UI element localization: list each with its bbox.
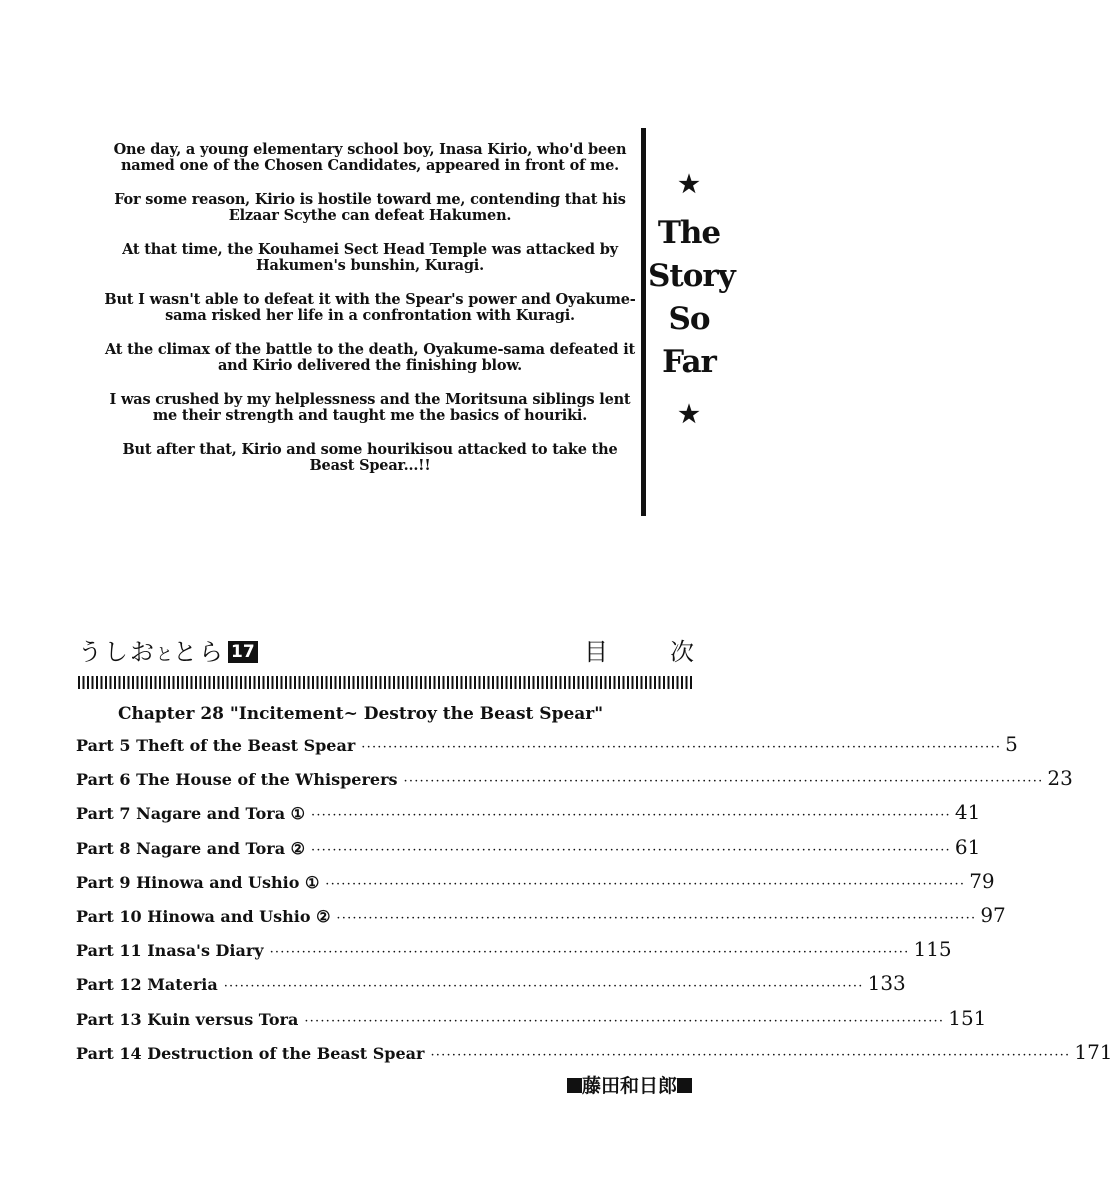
toc-entry: [76, 937, 952, 971]
contents-heading: [584, 638, 694, 666]
toc-entry: [76, 1005, 987, 1040]
story-paragraph: For some reason, Kirio is hostile toward me, contending that his Elzaar Scythe can defeat Hakumen.: [114, 191, 626, 224]
toc-entry-page: 61: [954, 834, 981, 859]
story-paragraph: I was crushed by my helplessness and the Moritsuna siblings lent me their strength and taught me the basics of houriki.: [109, 391, 631, 424]
toc-entry: [76, 1039, 1113, 1074]
toc-entry-label: Part 7 Nagare and Tora ①: [76, 804, 305, 824]
toc-entry-page: 115: [913, 937, 952, 962]
toc-entry-label: Part 6 The House of the Whisperers: [76, 770, 398, 790]
toc-entry-page: 151: [948, 1005, 987, 1030]
story-paragraph: At that time, the Kouhamei Sect Head Temple was attacked by Hakumen's bunshin, Kuragi.: [122, 241, 618, 274]
leader-dots: ························································································································: [304, 1013, 945, 1029]
leader-dots: ························································································································: [223, 979, 864, 995]
chapter-title: Chapter 28 "Incitement~ Destroy the Beast Spear": [118, 704, 604, 724]
toc-entry-label: Part 9 Hinowa and Ushio ①: [76, 872, 320, 892]
title-word: The: [657, 215, 721, 251]
title-word: So: [668, 301, 710, 337]
toc-entry-label: Part 12 Materia: [76, 975, 218, 995]
toc-entry: [76, 868, 995, 903]
story-so-far-title: [648, 169, 735, 428]
leader-dots: ························································································································: [311, 842, 951, 858]
story-paragraph: But after that, Kirio and some hourikisou attacked to take the Beast Spear...!!: [122, 441, 618, 474]
story-paragraph: One day, a young elementary school boy, Inasa Kirio, who'd been named one of the Chosen Candidates, appeared in front of me.: [113, 141, 627, 174]
toc-entry: [76, 800, 981, 834]
vertical-rule: [641, 128, 646, 516]
toc-entry: [76, 834, 981, 869]
title-kana: し: [104, 638, 130, 666]
square-mark: [677, 1078, 692, 1093]
toc-entry-label: Part 13 Kuin versus Tora: [76, 1009, 299, 1029]
author-name: [512, 1074, 692, 1098]
story-paragraph: At the climax of the battle to the death, Oyakume-sama defeated it and Kirio delivered the finishing blow.: [104, 341, 636, 374]
heading-char: 目: [584, 638, 608, 666]
leader-dots: ························································································································: [430, 1047, 1071, 1063]
toc-entry: [76, 902, 1006, 937]
manga-title: [78, 638, 258, 669]
toc-entry-page: 23: [1047, 766, 1073, 791]
story-paragraph: But I wasn't able to defeat it with the Spear's power and Oyakume-sama risked her life in a confrontation with Kuragi.: [104, 291, 636, 324]
leader-dots: ························································································································: [311, 808, 951, 824]
toc-entry-label: Part 5 Theft of the Beast Spear: [76, 736, 356, 755]
square-mark: [567, 1078, 582, 1093]
title-kana: と: [173, 638, 199, 666]
toc-entry-label: Part 10 Hinowa and Ushio ②: [76, 906, 331, 926]
toc-entry-label: Part 14 Destruction of the Beast Spear: [76, 1043, 425, 1063]
toc-entry: [76, 971, 906, 1005]
title-kana: お: [130, 638, 156, 666]
volume-badge: 17: [228, 641, 258, 663]
toc-entry-page: 133: [867, 971, 906, 996]
title-kana: ら: [199, 638, 225, 666]
toc-entry-page: 79: [969, 868, 995, 893]
leader-dots: ························································································································: [269, 945, 910, 961]
title-kana: う: [78, 638, 104, 666]
leader-dots: ························································································································: [325, 876, 966, 892]
title-word: Story: [648, 258, 735, 294]
toc-entry-label: Part 11 Inasa's Diary: [76, 941, 264, 961]
toc-list: [76, 732, 1113, 1074]
toc-entry: [76, 766, 1073, 800]
toc-entry-page: 97: [980, 902, 1006, 927]
toc-entry-page: 171: [1074, 1039, 1113, 1064]
tick-divider: [78, 676, 692, 689]
title-word: Far: [662, 344, 716, 380]
toc-entry-page: 5: [1005, 732, 1018, 756]
title-kana: と: [156, 645, 173, 665]
star-icon: ★: [678, 169, 700, 198]
leader-dots: ························································································································: [336, 910, 977, 926]
leader-dots: ························································································································: [403, 774, 1044, 790]
toc-entry-label: Part 8 Nagare and Tora ②: [76, 838, 305, 858]
heading-char: 次: [670, 638, 694, 666]
toc-entry-page: 41: [954, 800, 981, 825]
star-icon: ★: [678, 399, 700, 428]
toc-entry: [76, 732, 1018, 766]
leader-dots: ························································································································: [361, 740, 1002, 755]
author-text: 藤田和日郎: [581, 1075, 677, 1097]
story-so-far-text: [100, 142, 640, 492]
